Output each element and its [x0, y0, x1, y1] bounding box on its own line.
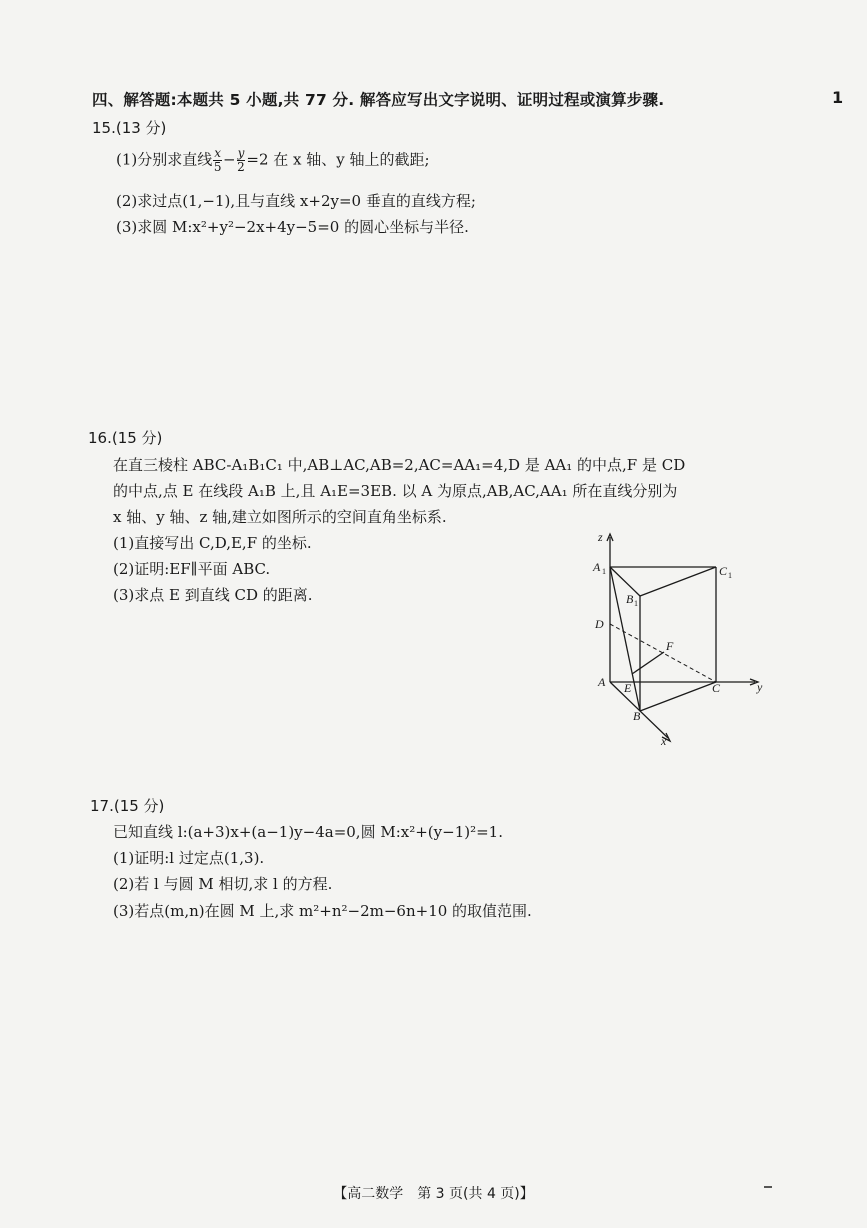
- frac2-numerator: y: [237, 146, 245, 160]
- q15-part1: [116, 147, 430, 174]
- q17-heading: 17.(15 分): [90, 797, 165, 815]
- q16-heading: 16.(15 分): [88, 429, 163, 447]
- segment-EF: [632, 652, 664, 674]
- q15-heading: 15.(13 分): [92, 119, 167, 137]
- page-edge-mark: 1: [832, 88, 844, 107]
- q16-part2: (2)证明:EF∥平面 ABC.: [113, 560, 271, 578]
- q16-part3: (3)求点 E 到直线 CD 的距离.: [113, 586, 313, 604]
- corner-dash-mark: [764, 1186, 772, 1188]
- q16-stem-line3: x 轴、y 轴、z 轴,建立如图所示的空间直角坐标系.: [113, 508, 447, 526]
- section-title: 四、解答题:本题共 5 小题,共 77 分. 解答应写出文字说明、证明过程或演算步骤.: [92, 91, 665, 109]
- label-z: z: [598, 530, 603, 544]
- q17-part2: (2)若 l 与圆 M 相切,求 l 的方程.: [113, 875, 333, 893]
- label-C1: C: [719, 564, 728, 578]
- prism-coordinate-figure: [580, 525, 780, 755]
- q15-part3: (3)求圆 M:x²+y²−2x+4y−5=0 的圆心坐标与半径.: [116, 218, 469, 236]
- label-A1-sub: 1: [602, 567, 606, 576]
- minus-sign: −: [223, 150, 236, 169]
- frac1-denominator: 5: [213, 160, 222, 174]
- label-y: y: [757, 680, 763, 694]
- frac1-numerator: x: [214, 146, 222, 160]
- label-C: C: [712, 681, 721, 695]
- edge-B1C1: [640, 567, 716, 596]
- edge-BC: [640, 682, 716, 711]
- label-C1-sub: 1: [728, 571, 732, 580]
- label-F: F: [666, 639, 674, 653]
- label-B: B: [633, 709, 641, 723]
- q16-stem-line1: 在直三棱柱 ABC-A₁B₁C₁ 中,AB⊥AC,AB=2,AC=AA₁=4,D 是 AA₁ 的中点,F 是 CD: [113, 456, 686, 474]
- q15-part2: (2)求过点(1,−1),且与直线 x+2y=0 垂直的直线方程;: [116, 192, 476, 210]
- q16-stem-line2: 的中点,点 E 在线段 A₁B 上,且 A₁E=3EB. 以 A 为原点,AB,AC,AA₁ 所在直线分别为: [113, 482, 678, 500]
- label-A: A: [598, 675, 606, 689]
- fraction-y-over-2: [237, 147, 246, 174]
- label-A1: A: [593, 560, 601, 574]
- q17-part3: (3)若点(m,n)在圆 M 上,求 m²+n²−2m−6n+10 的取值范围.: [113, 902, 532, 920]
- frac2-denominator: 2: [237, 160, 245, 174]
- label-x: x: [661, 734, 667, 748]
- q15-part1-prefix: (1)分别求直线: [116, 150, 213, 169]
- label-B1: B: [626, 592, 634, 606]
- q16-part1: (1)直接写出 C,D,E,F 的坐标.: [113, 534, 312, 552]
- q15-part1-suffix: =2 在 x 轴、y 轴上的截距;: [246, 150, 430, 169]
- label-B1-sub: 1: [634, 599, 638, 608]
- label-E: E: [624, 681, 632, 695]
- page-footer: 【高二数学 第 3 页(共 4 页)】: [333, 1186, 534, 1202]
- q17-stem: 已知直线 l:(a+3)x+(a−1)y−4a=0,圆 M:x²+(y−1)²=1.: [113, 823, 503, 841]
- q17-part1: (1)证明:l 过定点(1,3).: [113, 849, 265, 867]
- fraction-x-over-5: [213, 147, 222, 174]
- label-D: D: [595, 617, 604, 631]
